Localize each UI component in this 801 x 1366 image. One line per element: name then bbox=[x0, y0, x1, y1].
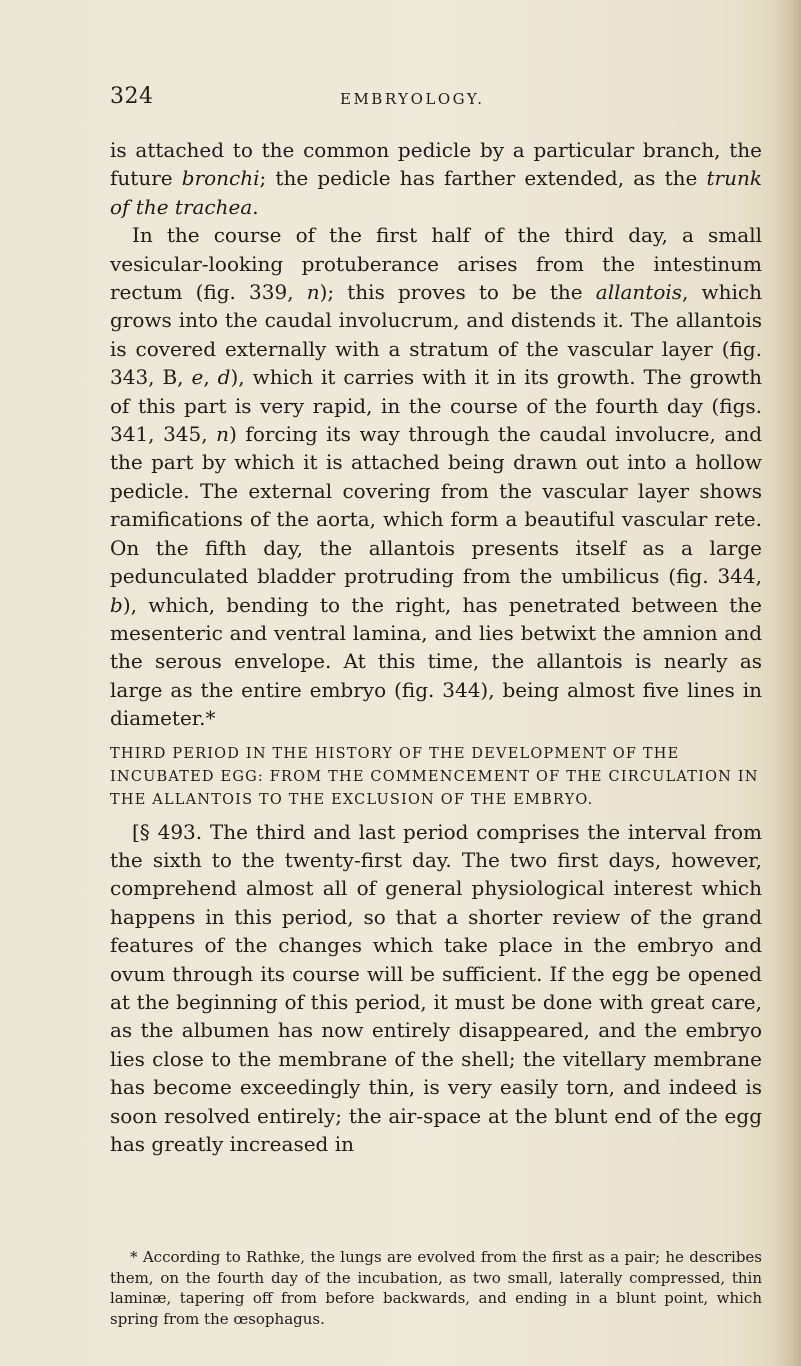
footnote: * According to Rathke, the lungs are evolved from the first as a pair; he describes them, on the fourth day of the incubation, as two small, laterally compressed, thin laminæ, tapering off from before backwards, and ending in a blunt point, which spring from the œsophagus. bbox=[110, 1248, 762, 1328]
paragraph-third-period: [§ 493. The third and last period comprises the interval from the sixth to the twenty-first day. The two first days, however, comprehend almost all of general physiological interest which happens in this period, so that a shorter review of the grand features of the changes which take place in the embryo and ovum through its course will be sufficient. If the egg be opened at the beginning of this period, it must be done with great care, as the albumen has now entirely disappeared, and the embryo lies close to the membrane of the shell; the vitellary membrane has become exceedingly thin, is very easily torn, and indeed is soon resolved entirely; the air-space at the blunt end of the egg has greatly increased in bbox=[110, 819, 762, 1156]
running-head: EMBRYOLOGY. bbox=[340, 90, 485, 108]
paragraph-allantois: In the course of the first half of the third day, a small vesicular-looking protuberance arises from the intestinum rectum (fig. 339, n); this proves to be the allantois, which grows into the caudal involucrum, and distends it. The allantois is covered externally with a stratum of the vascular layer (fig. 343, B, e, d), which it carries with it in its growth. The growth of this part is very rapid, in the course of the fourth day (figs. 341, 345, n) forcing its way through the caudal involucre, and the part by which it is attached being drawn out into a hollow pedicle. The external covering from the vascular layer shows ramifications of the aorta, which form a beautiful vascular rete. On the fifth day, the allantois presents itself as a large pedunculated bladder protruding from the umbilicus (fig. 344, b), which, bending to the right, has penetrated between the mesenteric and ventral lamina, and lies betwixt the amnion and the serous envelope. At this time, the allantois is nearly as large as the entire embryo (fig. 344), being almost five lines in diameter.* bbox=[110, 223, 762, 731]
page-edge-shadow bbox=[773, 0, 801, 1366]
section-heading: THIRD PERIOD IN THE HISTORY OF THE DEVELOPMENT OF THE INCUBATED EGG: FROM THE COMMENCEMENT OF THE CIRCULATION IN THE ALLANTOIS TO THE EXCLUSION OF THE EMBRYO. bbox=[110, 745, 759, 808]
paragraph-continuation: is attached to the common pedicle by a particular branch, the future bronchi; the pedicle has farther extended, as the trunk of the trachea. bbox=[110, 138, 762, 219]
body-text bbox=[110, 136, 762, 1158]
page-header bbox=[110, 84, 760, 118]
page-number: 324 bbox=[110, 84, 154, 109]
